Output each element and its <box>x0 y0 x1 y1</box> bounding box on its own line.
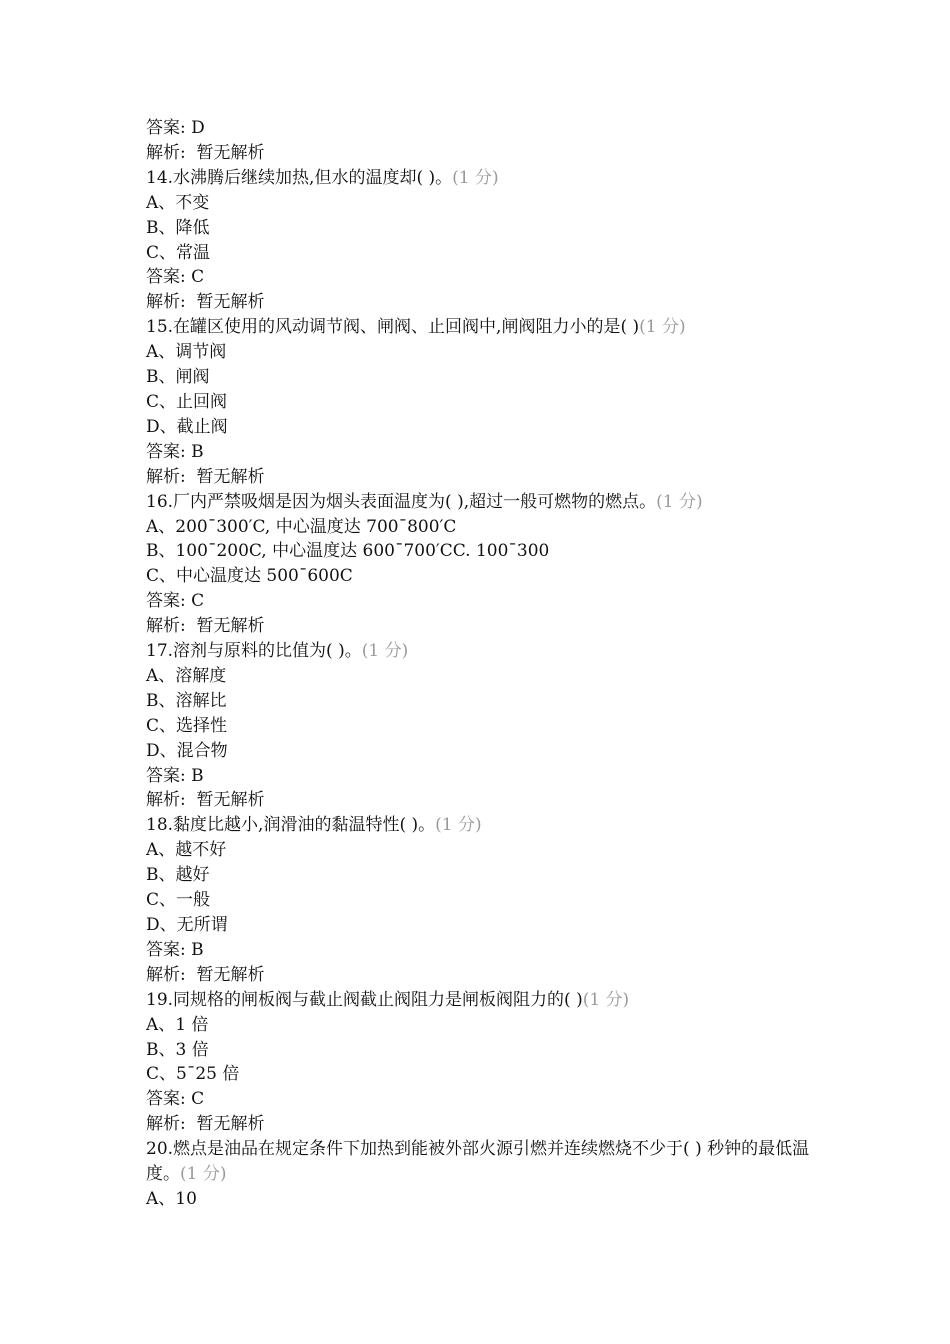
line-text: 答案: B <box>146 939 204 960</box>
text-line <box>146 639 826 664</box>
document-body <box>146 116 826 1212</box>
line-text: 18.黏度比越小,润滑油的黏温特性( )。 <box>146 815 436 836</box>
text-line <box>146 1187 826 1212</box>
line-text: B、100¯200C, 中心温度达 600¯700′CC. 100¯300 <box>146 541 550 562</box>
line-text: D、截止阀 <box>146 416 228 437</box>
text-line <box>146 490 826 515</box>
text-line <box>146 340 826 365</box>
line-text: 解析: 暂无解析 <box>146 142 265 163</box>
line-text: D、混合物 <box>146 740 228 761</box>
line-text: 答案: D <box>146 118 205 138</box>
text-line <box>146 1112 826 1137</box>
line-text: 19.同规格的闸板阀与截止阀截止阀阻力是闸板阀阻力的( ) <box>146 989 583 1010</box>
line-text: D、无所谓 <box>146 915 228 935</box>
line-text: 答案: C <box>146 1089 205 1110</box>
text-line <box>146 813 826 838</box>
text-line <box>146 739 826 764</box>
text-line <box>146 689 826 714</box>
text-line <box>146 465 826 490</box>
score-label: (1 分) <box>656 491 703 512</box>
line-text: 解析: 暂无解析 <box>146 1114 265 1135</box>
score-label: (1 分) <box>452 167 499 188</box>
text-line <box>146 539 826 564</box>
line-text: B、溶解比 <box>146 690 227 711</box>
line-text: C、中心温度达 500¯600C <box>146 566 353 587</box>
score-label: (1 分) <box>361 641 409 662</box>
text-line <box>146 141 826 166</box>
text-line <box>146 564 826 589</box>
line-text: C、5¯25 倍 <box>146 1064 240 1085</box>
line-text: C、常温 <box>146 242 211 263</box>
line-text: 解析: 暂无解析 <box>146 616 265 637</box>
line-text: 20.燃点是油品在规定条件下加热到能被外部火源引燃并连续燃烧不少于( ) 秒钟的最低温度。 <box>146 1139 810 1185</box>
text-line <box>146 265 826 290</box>
line-text: B、闸阀 <box>146 367 210 388</box>
line-text: 15.在罐区使用的风动调节阀、闸阀、止回阀中,闸阀阻力小的是( ) <box>146 317 640 338</box>
text-line <box>146 1013 826 1038</box>
text-line <box>146 216 826 241</box>
line-text: B、越好 <box>146 865 210 886</box>
text-line <box>146 241 826 266</box>
line-text: 14.水沸腾后继续加热,但水的温度却( )。 <box>146 167 453 188</box>
line-text: 答案: C <box>146 267 205 288</box>
line-text: 解析: 暂无解析 <box>146 790 265 811</box>
text-line <box>146 589 826 614</box>
score-label: (1 分) <box>180 1164 227 1185</box>
text-line <box>146 166 826 191</box>
line-text: A、200¯300′C, 中心温度达 700¯800′C <box>146 516 457 537</box>
text-line <box>146 614 826 639</box>
line-text: A、溶解度 <box>146 665 227 686</box>
text-line <box>146 116 826 141</box>
text-line <box>146 1087 826 1112</box>
text-line <box>146 664 826 689</box>
text-line <box>146 714 826 739</box>
line-text: 解析: 暂无解析 <box>146 964 265 985</box>
text-line <box>146 913 826 938</box>
line-text: C、选择性 <box>146 715 228 736</box>
line-text: A、不变 <box>146 192 210 213</box>
line-text: B、降低 <box>146 217 210 238</box>
line-text: 答案: B <box>146 441 204 462</box>
text-line <box>146 315 826 340</box>
line-text: 答案: C <box>146 591 205 612</box>
line-text: 解析: 暂无解析 <box>146 466 265 487</box>
line-text: 16.厂内严禁吸烟是因为烟头表面温度为( ),超过一般可燃物的燃点。 <box>146 491 657 512</box>
line-text: A、调节阀 <box>146 342 227 363</box>
line-text: A、1 倍 <box>146 1014 209 1035</box>
text-line <box>146 988 826 1013</box>
text-line <box>146 440 826 465</box>
line-text: C、一般 <box>146 890 211 911</box>
text-line <box>146 788 826 813</box>
text-line <box>146 191 826 216</box>
line-text: A、10 <box>146 1188 197 1209</box>
text-line <box>146 838 826 863</box>
text-line <box>146 938 826 963</box>
line-text: A、越不好 <box>146 840 227 861</box>
text-line <box>146 1062 826 1087</box>
text-line <box>146 1038 826 1063</box>
text-line <box>146 365 826 390</box>
text-line <box>146 963 826 988</box>
text-line <box>146 888 826 913</box>
text-line <box>146 415 826 440</box>
text-line <box>146 515 826 540</box>
line-text: C、止回阀 <box>146 391 228 412</box>
text-line <box>146 390 826 415</box>
line-text: 解析: 暂无解析 <box>146 292 265 313</box>
line-text: 答案: B <box>146 765 204 786</box>
text-line <box>146 863 826 888</box>
text-line <box>146 290 826 315</box>
text-line <box>146 764 826 789</box>
score-label: (1 分) <box>639 317 686 338</box>
text-line <box>146 1137 826 1187</box>
line-text: 17.溶剂与原料的比值为( )。 <box>146 641 362 662</box>
score-label: (1 分) <box>582 989 630 1010</box>
score-label: (1 分) <box>435 815 482 836</box>
line-text: B、3 倍 <box>146 1039 209 1060</box>
